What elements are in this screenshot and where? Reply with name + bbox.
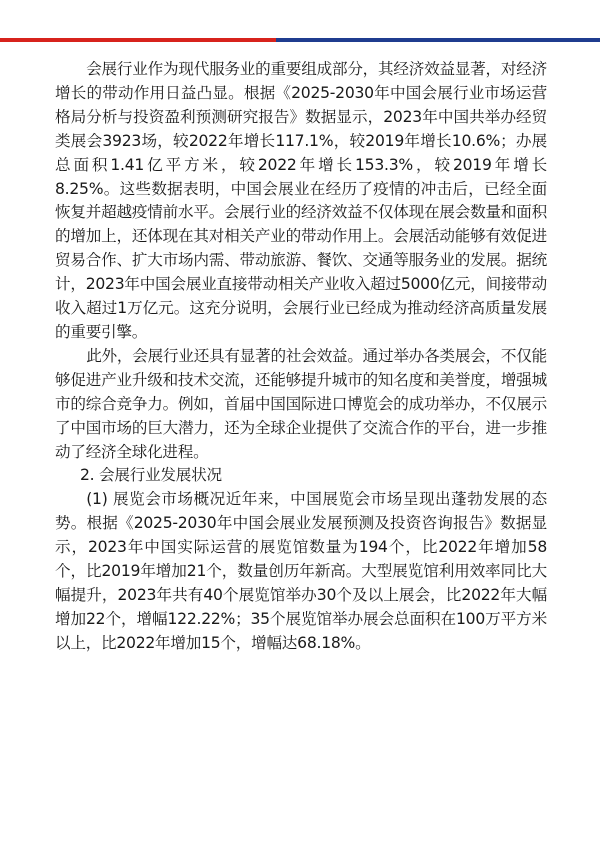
paragraph-exhibition-market: (1) 展览会市场概况近年来，中国展览会市场呈现出蓬勃发展的态势。根据《2025-2030年中国会展业发展预测及投资咨询报告》数据显示，2023年中国实际运营的展览馆数量为194个，比2022年增加58个，比2019年增加21个，数量创历年新高。大型展览馆利用效率同比大幅提升，2023年共有40个展览馆举办30个及以上展会，比2022年大幅增加22个，增幅122.22%；35个展览馆举办展会总面积在100万平方米以上，比2022年增加15个，增幅达68.18%。 xyxy=(55,490,547,652)
header-rule-red-segment xyxy=(0,38,276,42)
header-rule xyxy=(0,38,600,42)
document-body xyxy=(55,58,547,656)
paragraph-social-benefits: 此外，会展行业还具有显著的社会效益。通过举办各类展会，不仅能够促进产业升级和技术交流，还能够提升城市的知名度和美誉度，增强城市的综合竞争力。例如，首届中国国际进口博览会的成功举办，不仅展示了中国市场的巨大潜力，还为全球企业提供了交流合作的平台，进一步推动了经济全球化进程。 xyxy=(55,346,547,461)
header-rule-blue-segment xyxy=(276,38,600,42)
paragraph-economic-benefits: 会展行业作为现代服务业的重要组成部分，其经济效益显著，对经济增长的带动作用日益凸显。根据《2025-2030年中国会展行业市场运营格局分析与投资盈利预测研究报告》数据显示，2023年中国共举办经贸类展会3923场，较2022年增长117.1%，较2019年增长10.6%；办展总面积1.41亿平方米，较2022年增长153.3%，较2019年增长8.25%。这些数据表明，中国会展业在经历了疫情的冲击后，已经全面恢复并超越疫情前水平。会展行业的经济效益不仅体现在展会数量和面积的增加上，还体现在其对相关产业的带动作用上。会展活动能够有效促进贸易合作、扩大市场内需、带动旅游、餐饮、交通等服务业的发展。据统计，2023年中国会展业直接带动相关产业收入超过5000亿元，间接带动收入超过1万亿元。这充分说明，会展行业已经成为推动经济高质量发展的重要引擎。 xyxy=(55,60,547,341)
section-heading-development: 2. 会展行业发展状况 xyxy=(79,466,222,485)
